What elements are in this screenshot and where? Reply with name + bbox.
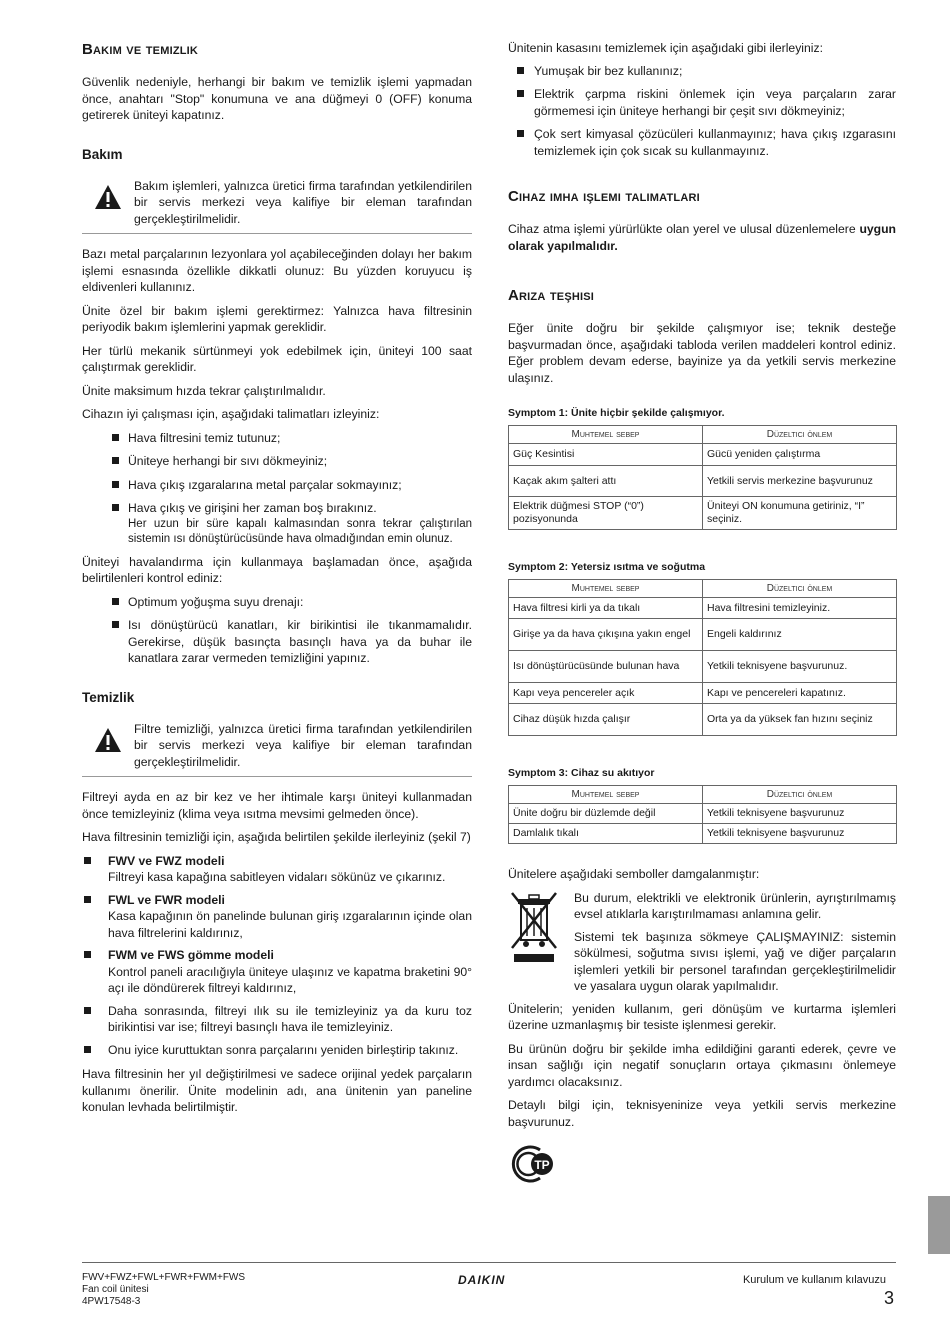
paragraph: Cihaz atma işlemi yürürlükte olan yerel ve ulusal düzenlemelere uygun olarak yapılmalıdır. (508, 222, 896, 253)
footer-info (82, 1272, 245, 1308)
paragraph: Eğer ünite doğru bir şekilde çalışmıyor ise; teknik desteğe başvurmadan önce, aşağıdaki tabloda verilen maddeleri kontrol ediniz. Eğer problem devam ederse, bayinize ya da yetkili servis merkezine ulaşınız. (508, 321, 896, 385)
paragraph: Cihazın iyi çalışması için, aşağıdaki talimatları izleyiniz: (82, 407, 380, 421)
subsection-title-bakim: Bakım (82, 146, 123, 162)
paragraph: Filtreyi ayda en az bir kez ve her ihtimale karşı üniteyi kullanmadan önce temizleyiniz (klima veya ısıtma mevsimi gelmeden önce). (82, 790, 472, 821)
brand-logo: DAIKIN (458, 1273, 506, 1287)
list-item: Yumuşak bir bez kullanınız; (508, 63, 896, 80)
left-column (82, 40, 472, 1123)
footer-divider (82, 1262, 896, 1263)
paragraph: Ünitelere aşağıdaki semboller damgalanmıştır: (508, 867, 760, 881)
column-header: Muhtemel sebep (509, 786, 703, 804)
intro-paragraph: Güvenlik nedeniyle, herhangi bir bakım ve temizlik işlemi yapmadan önce, anahtarı "Stop" konumuna ve ana düğmeyi 0 (OFF) konuma getirerek üniteyi kapatınız. (82, 75, 472, 122)
table-row: Cihaz düşük hızda çalışır Orta ya da yüksek fan hızını seçiniz (509, 704, 897, 736)
list-item: Hava çıkış ve girişini her zaman boş bırakınız. Her uzun bir süre kapalı kalmasından sonra tekrar çalıştırılan sistemin ısı dönüştürücüsünde hava olmadığından emin olunuz. (82, 500, 472, 547)
certification-mark-icon (508, 1144, 896, 1189)
symptom-title: Symptom 3: Cihaz su akıtıyor (508, 767, 655, 779)
paragraph: Her türlü mekanik sürtünmeyi yok edebilmek için, üniteyi 100 saat çalıştırmak gereklidir. (82, 343, 472, 374)
model-item: FWV ve FWZ modeli Filtreyi kasa kapağına sabitleyen vidaları sökünüz ve çıkarınız. (82, 853, 472, 886)
paragraph: Sistemi tek başınıza sökmeye ÇALIŞMAYINIZ: sistemin sökülmesi, soğutma sıvısı işlemi, yağ ve diğer parçaların işlemleri yetkili bir personel tarafından gerçekleştirilmelidir ve yasalara uygun olarak yapılmalıdır. (574, 929, 896, 993)
step-item: Onu iyice kuruttuktan sonra parçalarını yeniden birleştirip takınız. (82, 1042, 472, 1059)
paragraph: Bu ürünün doğru bir şekilde imha edildiğini garanti ederek, çevre ve insan sağlığı için negatif sonuçların ortaya çıkmasını önlemeye yardımcı olacaksınız. (508, 1041, 896, 1089)
paragraph: Detaylı bilgi için, teknisyeninize veya yetkili servis merkezine başvurunuz. (508, 1098, 896, 1129)
footer-manual-title: Kurulum ve kullanım kılavuzu (742, 1274, 886, 1286)
step-item: Daha sonrasında, filtreyi ılık su ile temizleyiniz ya da kuru toz birikintisi var ise; filtreyi basınçlı hava ile temizleyiniz. (82, 1003, 472, 1036)
list-item-note: Her uzun bir süre kapalı kalmasından sonra tekrar çalıştırılan sistemin ısı dönüştürücüsünde hava olmadığından emin olunuz. (128, 517, 472, 545)
section-title-ariza: Arıza teşhisi (508, 287, 595, 304)
section-title-bakim-temizlik: Bakım ve temizlik (82, 41, 199, 58)
model-item: FWL ve FWR modeli Kasa kapağının ön panelinde bulunan giriş ızgaralarının içinde olan hava filtrelerini kaldırınız, (82, 892, 472, 942)
table-row: Kaçak akım şalteri attı Yetkili servis merkezine başvurunuz (509, 466, 897, 497)
subsection-title-temizlik: Temizlik (82, 689, 135, 705)
paragraph: Ünitelerin; yeniden kullanım, geri dönüşüm ve kurtarma işlemleri üzerine uzmanlaşmış bir tesiste işlenmesi gerekir. (508, 1001, 896, 1032)
model-list (82, 853, 472, 1059)
list-item: Hava çıkış ızgaralarına metal parçalar sokmayınız; (82, 477, 472, 494)
table-row: Isı dönüştürücüsünde bulunan hava Yetkili teknisyene başvurunuz. (509, 651, 897, 683)
crossed-bin-icon (508, 890, 574, 995)
table-row: Damlalık tıkalı Yetkili teknisyene başvurunuz (509, 824, 897, 844)
footer-product: Fan coil ünitesi (82, 1284, 149, 1295)
model-item: FWM ve FWS gömme modeli Kontrol paneli aracılığıyla üniteye ulaşınız ve kapatma braketini 90° açı ile döndürerek filtreyi kaldırınız, (82, 947, 472, 997)
list-item: Optimum yoğuşma suyu drenajı: (82, 594, 472, 611)
warning-icon (82, 721, 134, 771)
column-header: Düzeltici önlem (703, 426, 897, 444)
table-row: Kapı veya pencereler açık Kapı ve pencereleri kapatınız. (509, 683, 897, 704)
check-list (82, 594, 472, 667)
table-row: Elektrik düğmesi STOP (“0”) pozisyonunda Üniteyi ON konumuna getiriniz, “I” seçiniz. (509, 497, 897, 530)
casing-cleaning-list (508, 63, 896, 160)
bold-text: uygun olarak yapılmalıdır. (508, 222, 896, 253)
paragraph: Hava filtresinin her yıl değiştirilmesi ve sadece orijinal yedek parçaların kullanımı önerilir. Ünite modelinin adı, ana ünitenin yan paneline konulan levhada belirtilmiştir. (82, 1067, 472, 1114)
section-title-imha: Cihaz imha işlemi talimatları (508, 188, 700, 205)
warning-icon (82, 178, 134, 228)
list-item: Hava filtresini temiz tutunuz; (82, 430, 472, 447)
cleaning-warning (82, 721, 472, 778)
right-column (508, 40, 896, 1189)
paragraph: Ünitenin kasasını temizlemek için aşağıdaki gibi ilerleyiniz: (508, 41, 823, 55)
weee-block (508, 890, 896, 995)
paragraph: Bu durum, elektrikli ve elektronik ürünlerin, ayrıştırılmamış evsel atıklarla karıştırılmaması anlamına gelir. (574, 890, 896, 921)
symptom-table (508, 579, 897, 736)
paragraph: Ünite maksimum hızda tekrar çalıştırılmalıdır. (82, 383, 326, 398)
table-row: Güç Kesintisi Gücü yeniden çalıştırma (509, 444, 897, 466)
column-header: Düzeltici önlem (703, 580, 897, 598)
table-row: Girişe ya da hava çıkışına yakın engel Engeli kaldırınız (509, 619, 897, 651)
warning-text: Bakım işlemleri, yalnızca üretici firma tarafından yetkilendirilen bir servis merkezi veya kalifiye bir eleman tarafından gerçekleştirilmelidir. (134, 178, 472, 226)
paragraph: Üniteyi havalandırma için kullanmaya başlamadan önce, aşağıda belirtilenleri kontrol ediniz: (82, 554, 472, 585)
svg-text:TP: TP (534, 1158, 550, 1172)
page-number: 3 (883, 1288, 894, 1308)
list-item: Çok sert kimyasal çözücüleri kullanmayınız; hava çıkış ızgarasını temizlemek için çok sıcak su kullanmayınız. (508, 126, 896, 159)
list-item: Üniteye herhangi bir sıvı dökmeyiniz; (82, 453, 472, 470)
symptom-table (508, 785, 897, 844)
instructions-list (82, 430, 472, 547)
list-item: Isı dönüştürücü kanatları, kir birikintisi ile tıkanmamalıdır. Gerekirse, düşük basınçta basınçlı hava ya da buhar ile kanatlara zarar vermeden temizliğini yapınız. (82, 617, 472, 667)
table-row: Ünite doğru bir düzlemde değil Yetkili teknisyene başvurunuz (509, 804, 897, 824)
footer-code: 4PW17548-3 (82, 1296, 141, 1307)
paragraph: Bazı metal parçalarının lezyonlara yol açabileceğinden dolayı her bakım işlemi esnasında özellikle dikkatli olunuz: Bu yüzden koruyucu iş eldivenleri kullanınız. (82, 247, 472, 294)
column-header: Düzeltici önlem (703, 786, 897, 804)
paragraph: Hava filtresinin temizliği için, aşağıda belirtilen şekilde ilerleyiniz (şekil 7) (82, 830, 471, 844)
paragraph: Ünite özel bir bakım işlemi gerektirmez: Yalnızca hava filtresinin periyodik bakım işlemlerini yapmak gereklidir. (82, 303, 472, 334)
symptom-title: Symptom 2: Yetersiz ısıtma ve soğutma (508, 561, 706, 573)
footer-models: FWV+FWZ+FWL+FWR+FWM+FWS (82, 1272, 246, 1283)
symptom-table (508, 425, 897, 530)
maintenance-warning (82, 178, 472, 235)
list-item: Elektrik çarpma riskini önlemek için veya parçaların zarar görmemesi için üniteye herhangi bir çeşit sıvı dökmeyiniz; (508, 86, 896, 119)
column-header: Muhtemel sebep (509, 580, 703, 598)
page-side-tab (928, 1196, 950, 1254)
symptom-title: Symptom 1: Ünite hiçbir şekilde çalışmıyor. (508, 407, 725, 419)
warning-text: Filtre temizliği, yalnızca üretici firma tarafından yetkilendirilen bir servis merkezi veya kalifiye bir eleman tarafından gerçekleştirilmelidir. (134, 721, 472, 769)
table-row: Hava filtresi kirli ya da tıkalı Hava filtresini temizleyiniz. (509, 598, 897, 619)
column-header: Muhtemel sebep (509, 426, 703, 444)
